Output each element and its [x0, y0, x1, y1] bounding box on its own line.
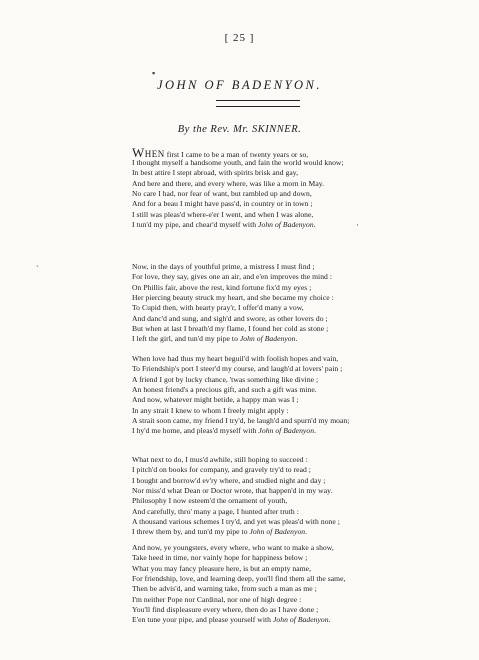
poem-line: I pitch'd on books for company, and gravely try'd to read ; — [132, 465, 311, 475]
first-line-text: first I came to be a man of twenty years or so, — [164, 150, 309, 159]
poem-byline: By the Rev. Mr. SKINNER. — [177, 124, 302, 135]
page-number: [ 25 ] — [224, 32, 255, 44]
line-text: E'en tune your pipe, and please yourself with — [132, 615, 273, 625]
drop-capital: W — [132, 145, 145, 160]
poem-line: No care I had, nor fear of want, but rambled up and down, — [132, 188, 312, 198]
poem-line — [132, 426, 316, 436]
poem-title: JOHN OF BADENYON. — [156, 78, 323, 92]
poem-line: I bought and borrow'd ev'ry where, and studied night and day ; — [132, 475, 326, 485]
poem-line: What you may fancy pleasure here, is but an empty name, — [132, 563, 312, 573]
line-end: . — [328, 615, 331, 625]
refrain-italic: John of Badenyon — [258, 219, 314, 229]
poem-line: A strait soon came, my friend I try'd, he laugh'd and spurn'd my moan; — [132, 415, 350, 425]
poem-line: You'll find displeasure every where, then do as I have done ; — [132, 604, 319, 614]
poem-line — [132, 334, 297, 344]
poem-line: And danc'd and sung, and sigh'd and swore, as other lovers do ; — [132, 313, 328, 323]
poem-line: In best attire I stept abroad, with spirits brisk and gay, — [132, 168, 299, 178]
poem-line: And carefully, thro' many a page, I hunted after truth : — [132, 506, 299, 516]
poem-line — [132, 527, 307, 537]
stray-mark: ˋ — [36, 264, 39, 274]
line-end: . — [295, 334, 298, 344]
refrain-italic: John of Badenyon — [249, 527, 306, 537]
line-end: . — [314, 426, 317, 436]
line-text: I left the girl, and tun'd my pipe to — [132, 334, 240, 344]
poem-line: For friendship, love, and learning deep, you'll find them all the same, — [132, 573, 346, 583]
poem-line: Then be advis'd, and warning take, from such a man as me ; — [132, 584, 317, 594]
poem-line: To Cupid then, with hearty pray'r, I offer'd many a vow, — [132, 303, 304, 313]
poem-line — [132, 220, 316, 230]
poem-line: A friend I got by lucky chance, 'twas something like divine ; — [132, 374, 319, 384]
stray-mark: · — [356, 220, 359, 230]
poem-line: Her piercing beauty struck my heart, and she became my choice : — [132, 292, 334, 302]
refrain-italic: John of Badenyon — [239, 334, 296, 344]
poem-line: In any strait I knew to whom I freely might apply : — [132, 405, 289, 415]
poem-line — [132, 615, 331, 625]
line-text: I hy'd me home, and pleas'd myself with — [132, 426, 259, 436]
poem-line: And now, ye youngsters, every where, who want to make a show, — [132, 543, 334, 552]
small-caps-word: HEN — [144, 149, 165, 159]
line-text: I threw them by, and tun'd my pipe to — [132, 527, 250, 537]
poem-line: An honest friend's a precious gift, and such a gift was mine. — [132, 384, 317, 394]
poem-line: And for a beau I might have pass'd, in country or in town ; — [132, 199, 313, 209]
poem-line: And here and there, and every where, was like a morn in May. — [132, 178, 325, 188]
poem-line: I'm neither Pope nor Cardinal, nor one of high degree : — [132, 594, 302, 604]
stray-mark: ▪ — [152, 68, 156, 78]
poem-line: Take heed in time, nor vainly hope for happiness below ; — [132, 553, 308, 563]
poem-line: Nor miss'd what Dean or Doctor wrote, that happen'd in my way. — [132, 485, 333, 495]
poem-line: I still was pleas'd where-e'er I went, and when I was alone, — [132, 209, 314, 219]
poem-line: And now, whatever might betide, a happy man was I ; — [132, 395, 299, 405]
title-rule — [216, 100, 300, 107]
line-text: I tun'd my pipe, and chear'd myself with — [132, 219, 259, 229]
poem-line: On Phillis fair, above the rest, kind fortune fix'd my eyes ; — [132, 282, 312, 292]
poem-line: What next to do, I mus'd awhile, still hoping to succeed : — [132, 455, 308, 464]
line-end: . — [305, 527, 308, 537]
poem-line: For love, they say, gives one an air, and e'en improves the mind : — [132, 272, 332, 282]
poem-line: To Friendship's port I steer'd my course, and laugh'd at lovers' pain ; — [132, 364, 343, 374]
line-end: . — [313, 219, 316, 229]
poem-line: Philosophy I now esteem'd the ornament of youth, — [132, 496, 288, 506]
refrain-italic: John of Badenyon — [272, 615, 329, 625]
poem-line: A thousand various schemes I try'd, and yet was pleas'd with none ; — [132, 516, 340, 526]
poem-line: Now, in the days of youthful prime, a mistress I must find ; — [132, 262, 315, 271]
poem-line: But when at last I breath'd my flame, I found her cold as stone ; — [132, 323, 329, 333]
poem-line: When love had thus my heart beguil'd with foolish hopes and vain, — [132, 354, 339, 363]
refrain-italic: John of Badenyon — [258, 426, 315, 436]
poem-line: I thought myself a handsome youth, and fain the world would know; — [132, 158, 344, 167]
